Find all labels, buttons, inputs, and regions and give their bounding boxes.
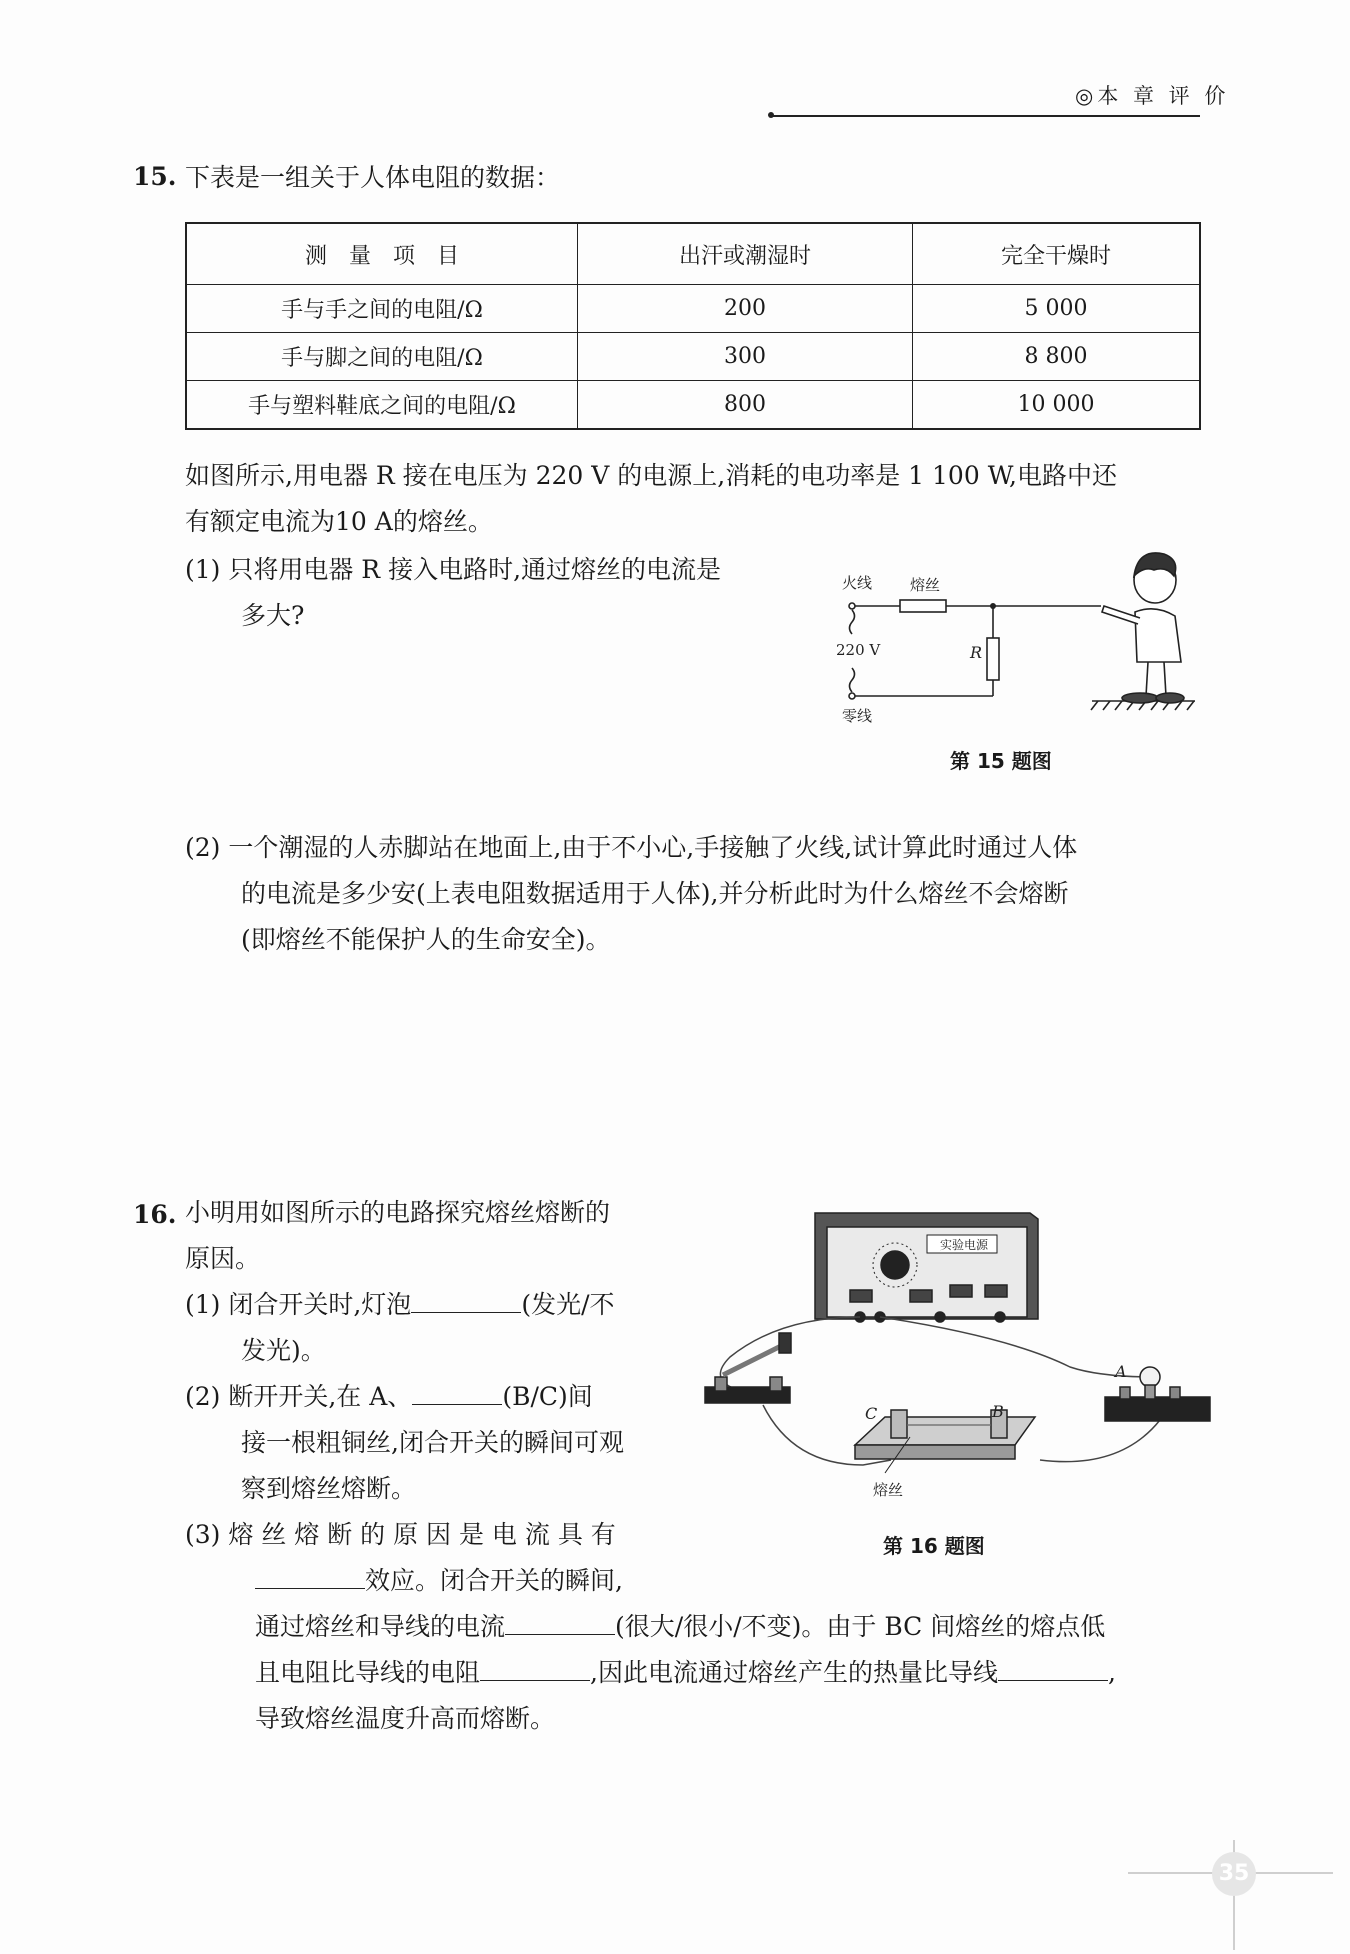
table-header-row [186, 223, 1200, 285]
q16-sub2-text: (2) 断开开关,在 A、 [185, 1382, 413, 1411]
table-cell: 10 000 [913, 381, 1201, 430]
resistance-table [185, 222, 1201, 430]
chapter-header: ◎本 章 评 价 [1075, 84, 1230, 108]
table-cell: 8 800 [913, 333, 1201, 381]
power-supply-label: 实验电源 [940, 1238, 989, 1252]
q15-circuit-figure [830, 548, 1210, 728]
q15-sub2-line3: (即熔丝不能保护人的生命安全)。 [241, 925, 611, 954]
q15-intro: 下表是一组关于人体电阻的数据： [185, 163, 561, 192]
table-cell: 手与脚之间的电阻/Ω [186, 333, 578, 381]
answer-blank[interactable] [412, 1403, 502, 1405]
q16-sub2-line1 [185, 1374, 593, 1420]
resistor-label: R [970, 643, 983, 662]
table-header-cell: 测 量 项 目 [186, 223, 578, 285]
q16-sub3-line5: 导致熔丝温度升高而熔断。 [255, 1704, 556, 1733]
q16-sub2-line3: 察到熔丝熔断。 [241, 1474, 417, 1503]
terminal-live [849, 603, 855, 609]
resistor-symbol [987, 638, 999, 680]
answer-blank[interactable] [411, 1311, 521, 1313]
fuse-symbol [900, 600, 946, 612]
table-cell: 手与塑料鞋底之间的电阻/Ω [186, 381, 578, 430]
q15-sub2-line1: (2) 一个潮湿的人赤脚站在地面上,由于不小心,手接触了火线,试计算此时通过人体 [185, 833, 1078, 862]
q16-sub1-text: (1) 闭合开关时,灯泡 [185, 1290, 412, 1319]
q16-sub3-line1: (3) 熔 丝 熔 断 的 原 因 是 电 流 具 有 [185, 1520, 616, 1549]
q16-sub1-line2: 发光)。 [241, 1336, 326, 1365]
q16-intro-line2: 原因。 [185, 1244, 261, 1273]
neutral-wire-label: 零线 [842, 707, 873, 725]
answer-blank[interactable] [505, 1633, 615, 1635]
answer-blank[interactable] [255, 1587, 365, 1589]
q16-sub3-text-c: 通过熔丝和导线的电流 [255, 1612, 506, 1641]
page-number: 35 [1212, 1852, 1256, 1896]
table-cell: 5 000 [913, 285, 1201, 333]
table-cell: 800 [578, 381, 913, 430]
q15-desc-line2: 有额定电流为10 A的熔丝。 [185, 507, 493, 536]
q16-figure-caption: 第 16 题图 [883, 1534, 985, 1558]
q15-sub2-line2: 的电流是多少安(上表电阻数据适用于人体),并分析此时为什么熔丝不会熔断 [241, 879, 1069, 908]
q15-sub1-line1: (1) 只将用电器 R 接入电路时,通过熔丝的电流是 [185, 555, 722, 584]
q15-sub1-line2: 多大? [241, 601, 305, 630]
header-rule [770, 115, 1200, 117]
q16-sub2-options: (B/C)间 [502, 1382, 593, 1411]
q16-sub3-text-d: (很大/很小/不变)。由于 BC 间熔丝的熔点低 [615, 1612, 1106, 1641]
label-a: A [1115, 1362, 1127, 1381]
answer-blank[interactable] [480, 1679, 590, 1681]
table-cell: 手与手之间的电阻/Ω [186, 285, 578, 333]
q16-sub1-line1 [185, 1282, 615, 1328]
q16-sub3-text-e: 且电阻比导线的电阻 [255, 1658, 481, 1687]
table-cell: 300 [578, 333, 913, 381]
label-b: B [992, 1402, 1004, 1421]
table-row [186, 285, 1200, 333]
boy-illustration [1102, 553, 1184, 703]
table-cell: 200 [578, 285, 913, 333]
label-c: C [865, 1404, 878, 1423]
q16-sub3-text-b: 效应。闭合开关的瞬间, [365, 1566, 623, 1595]
fuse-label: 熔丝 [910, 576, 941, 594]
q16-sub3-text-f: ,因此电流通过熔丝产生的热量比导线 [590, 1658, 998, 1687]
q16-sub2-line2: 接一根粗铜丝,闭合开关的瞬间可观 [241, 1428, 624, 1457]
q15-desc-line1: 如图所示,用电器 R 接在电压为 220 V 的电源上,消耗的电功率是 1 100 W,电路中还 [185, 461, 1117, 490]
q16-number: 16. [133, 1200, 177, 1229]
q15-figure-caption: 第 15 题图 [950, 749, 1052, 773]
q16-sub3-line3 [255, 1604, 1105, 1650]
switch [705, 1333, 791, 1403]
fuse-board [855, 1410, 1035, 1473]
fuse-label: 熔丝 [873, 1481, 904, 1499]
table-row [186, 333, 1200, 381]
live-wire-label: 火线 [842, 574, 873, 592]
q16-sub3-text-g: , [1107, 1658, 1116, 1687]
power-supply [815, 1213, 1038, 1322]
answer-blank[interactable] [998, 1679, 1108, 1681]
q16-sub3-line4 [255, 1650, 1116, 1696]
table-header-cell: 完全干燥时 [913, 223, 1201, 285]
table-header-cell: 出汗或潮湿时 [578, 223, 913, 285]
q16-sub3-line2 [255, 1558, 623, 1604]
q16-intro-line1: 小明用如图所示的电路探究熔丝熔断的 [185, 1198, 611, 1227]
q16-sub1-options: (发光/不 [521, 1290, 615, 1319]
q15-number: 15. [133, 162, 177, 191]
table-row [186, 381, 1200, 430]
terminal-neutral [849, 693, 855, 699]
voltage-label: 220 V [836, 641, 881, 659]
q16-apparatus-figure [695, 1205, 1215, 1510]
